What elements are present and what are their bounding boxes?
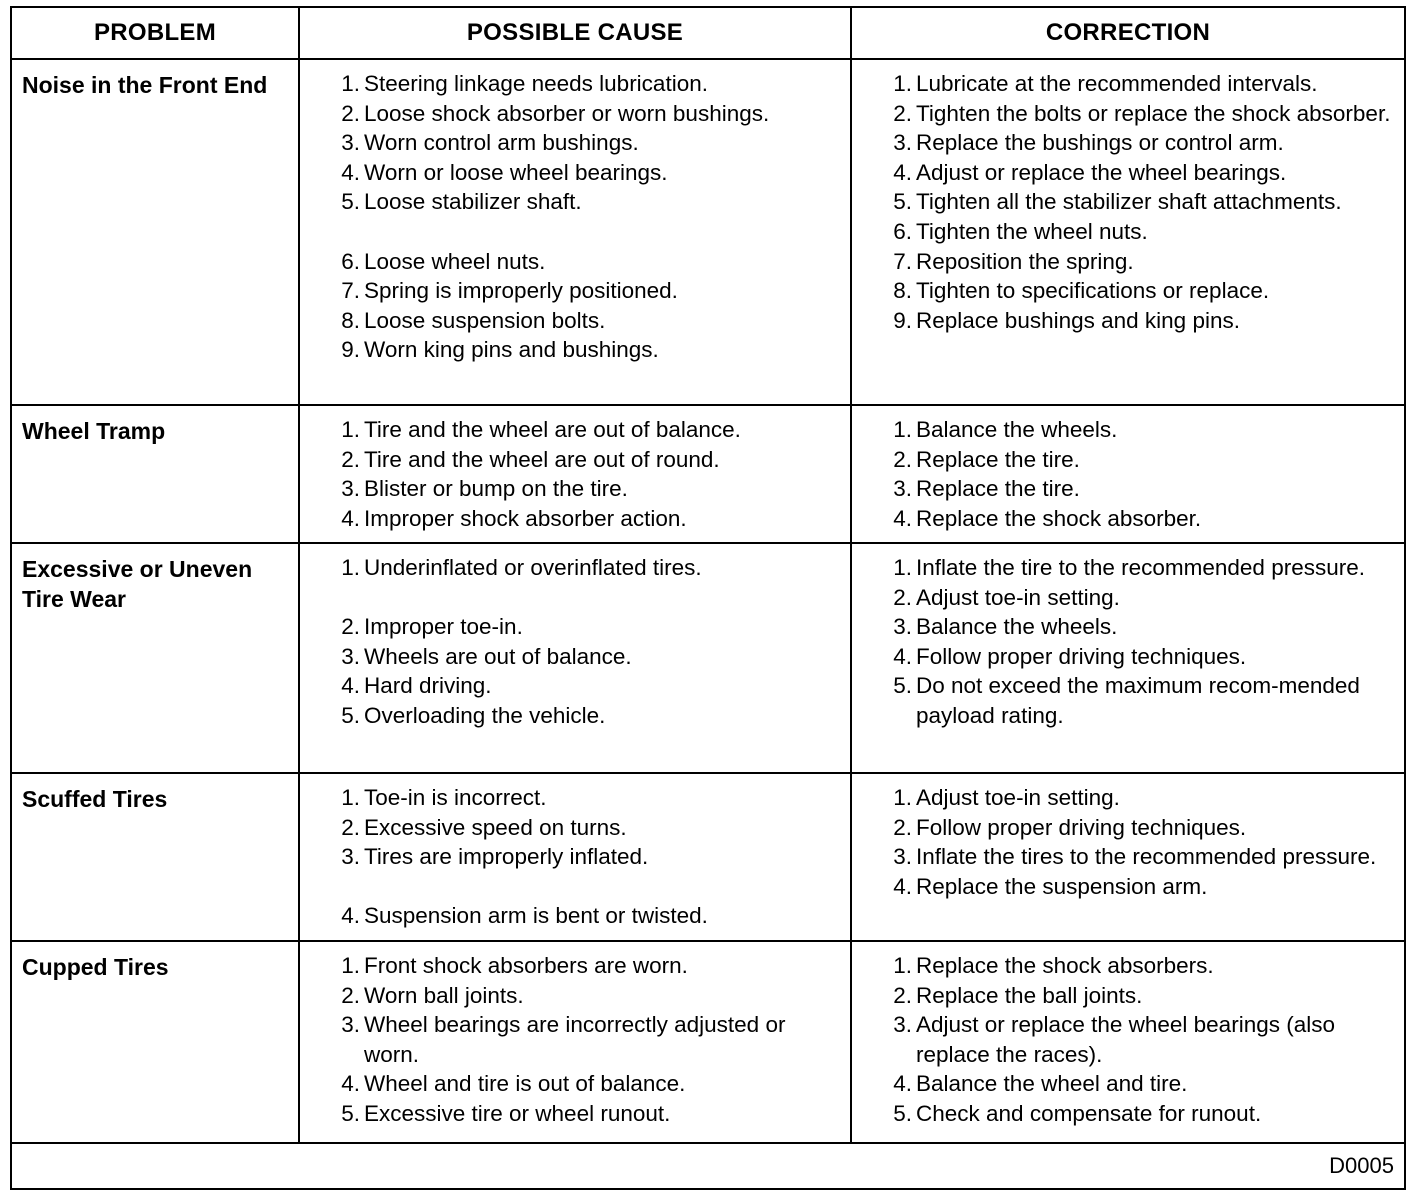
item-number: 1. (893, 953, 912, 978)
item-number: 3. (893, 844, 912, 870)
item-text: Improper toe-in. (364, 614, 523, 640)
header-possible-cause: POSSIBLE CAUSE (300, 8, 852, 60)
item-text: Blister or bump on the tire. (364, 476, 628, 502)
cause-item (341, 701, 842, 731)
correction-item (893, 872, 1396, 902)
item-number: 6. (893, 218, 912, 244)
item-number: 1. (341, 71, 360, 96)
item-text: Tighten all the stabilizer shaft attachments. (916, 189, 1342, 215)
item-number: 1. (341, 555, 360, 580)
possible-cause-cell (300, 406, 852, 544)
correction-item (893, 671, 1396, 730)
correction-item (893, 1069, 1396, 1099)
correction-item (893, 813, 1396, 843)
item-text: Adjust or replace the wheel bearings. (916, 159, 1287, 185)
item-text: Replace the suspension arm. (916, 873, 1208, 899)
cause-item (341, 128, 842, 158)
item-text: Tire and the wheel are out of round. (364, 446, 720, 472)
correction-item (893, 306, 1396, 336)
item-text: Loose shock absorber or worn bushings. (364, 100, 770, 126)
item-text: Check and compensate for runout. (916, 1100, 1262, 1126)
item-text: Loose suspension bolts. (364, 307, 606, 333)
item-number: 4. (893, 643, 912, 669)
correction-item (893, 612, 1396, 642)
cause-item (341, 981, 842, 1011)
cause-item (341, 445, 842, 475)
correction-item (893, 553, 1396, 583)
item-number: 2. (341, 446, 360, 472)
item-number: 2. (893, 814, 912, 840)
item-text: Loose stabilizer shaft. (364, 189, 582, 215)
header-problem: PROBLEM (12, 8, 300, 60)
correction-item (893, 842, 1396, 872)
cause-item (341, 276, 842, 306)
table-grid (12, 8, 1404, 1144)
cause-item (341, 1010, 842, 1069)
item-text: Worn king pins and bushings. (364, 337, 659, 363)
item-number: 8. (341, 307, 360, 333)
item-text: Replace the ball joints. (916, 982, 1143, 1008)
correction-item (893, 217, 1396, 247)
item-number: 1. (893, 71, 912, 96)
cause-item (341, 69, 842, 99)
problem-cell: Scuffed Tires (12, 774, 300, 942)
item-number: 3. (341, 643, 360, 669)
cause-item (341, 553, 842, 583)
item-text: Wheel and tire is out of balance. (364, 1071, 686, 1097)
correction-item (893, 951, 1396, 981)
correction-item (893, 783, 1396, 813)
cause-list (300, 406, 850, 533)
cause-list (300, 60, 850, 365)
item-text: Lubricate at the recommended intervals. (916, 71, 1318, 96)
cause-item (341, 612, 842, 642)
item-text: Tire and the wheel are out of balance. (364, 417, 741, 442)
item-number: 4. (341, 505, 360, 531)
correction-cell (852, 406, 1404, 544)
item-number: 3. (893, 614, 912, 640)
item-number: 3. (341, 1012, 360, 1038)
item-text: Replace the bushings or control arm. (916, 130, 1284, 156)
item-number: 5. (341, 1100, 360, 1126)
item-number: 5. (893, 1100, 912, 1126)
item-text: Worn or loose wheel bearings. (364, 159, 668, 185)
correction-item (893, 583, 1396, 613)
correction-item (893, 474, 1396, 504)
item-number: 2. (341, 982, 360, 1008)
item-number: 5. (341, 189, 360, 215)
item-number: 3. (341, 844, 360, 870)
item-text: Replace the tire. (916, 476, 1080, 502)
item-number: 8. (893, 278, 912, 304)
item-text: Tighten the wheel nuts. (916, 218, 1148, 244)
item-number: 4. (341, 903, 360, 929)
possible-cause-cell (300, 544, 852, 774)
item-number: 3. (341, 476, 360, 502)
correction-item (893, 276, 1396, 306)
correction-cell (852, 774, 1404, 942)
item-number: 2. (341, 614, 360, 640)
item-text: Replace the shock absorber. (916, 505, 1202, 531)
item-text: Excessive speed on turns. (364, 814, 627, 840)
cause-item (341, 783, 842, 813)
cause-item (341, 474, 842, 504)
cause-item (341, 671, 842, 701)
item-text: Inflate the tires to the recommended pressure. (916, 844, 1377, 870)
cause-item (341, 813, 842, 843)
correction-list (852, 544, 1404, 731)
item-number: 1. (341, 785, 360, 810)
item-number: 6. (341, 248, 360, 274)
cause-list (300, 774, 850, 931)
header-correction: CORRECTION (852, 8, 1404, 60)
item-number: 1. (341, 953, 360, 978)
item-text: Improper shock absorber action. (364, 505, 687, 531)
correction-cell (852, 544, 1404, 774)
item-number: 3. (893, 476, 912, 502)
item-text: Wheels are out of balance. (364, 643, 632, 669)
item-number: 9. (341, 337, 360, 363)
item-text: Reposition the spring. (916, 248, 1134, 274)
correction-list (852, 774, 1404, 901)
cause-item (341, 642, 842, 672)
item-number: 2. (341, 100, 360, 126)
problem-cell: Noise in the Front End (12, 60, 300, 406)
correction-list (852, 60, 1404, 335)
item-text: Loose wheel nuts. (364, 248, 546, 274)
item-text: Adjust or replace the wheel bearings (also replace the races). (916, 1012, 1335, 1067)
item-number: 1. (893, 785, 912, 810)
correction-list (852, 406, 1404, 533)
correction-cell (852, 942, 1404, 1144)
item-text: Suspension arm is bent or twisted. (364, 903, 708, 929)
item-number: 1. (893, 555, 912, 580)
item-number: 5. (893, 189, 912, 215)
correction-item (893, 445, 1396, 475)
correction-item (893, 187, 1396, 217)
item-text: Follow proper driving techniques. (916, 643, 1247, 669)
cause-item (341, 99, 842, 129)
item-number: 2. (893, 100, 912, 126)
problem-cell: Wheel Tramp (12, 406, 300, 544)
item-text: Wheel bearings are incorrectly adjusted or worn. (364, 1012, 786, 1067)
correction-list (852, 942, 1404, 1129)
item-number: 1. (341, 417, 360, 442)
cause-item (341, 335, 842, 365)
item-text: Tighten to specifications or replace. (916, 278, 1270, 304)
item-text: Tires are improperly inflated. (364, 844, 649, 870)
figure-code: D0005 (1329, 1153, 1394, 1178)
problem-cell: Cupped Tires (12, 942, 300, 1144)
item-number: 4. (341, 1071, 360, 1097)
cause-list (300, 942, 850, 1129)
cause-item (341, 842, 842, 872)
cause-item (341, 247, 842, 277)
item-number: 1. (893, 417, 912, 442)
problem-cell: Excessive or Uneven Tire Wear (12, 544, 300, 774)
correction-cell (852, 60, 1404, 406)
item-text: Toe-in is incorrect. (364, 785, 547, 810)
item-number: 2. (893, 982, 912, 1008)
item-text: Inflate the tire to the recommended pressure. (916, 555, 1365, 580)
item-number: 7. (893, 248, 912, 274)
item-text: Replace bushings and king pins. (916, 307, 1240, 333)
cause-item (341, 504, 842, 534)
item-text: Underinflated or overinflated tires. (364, 555, 702, 580)
possible-cause-cell (300, 774, 852, 942)
item-text: Balance the wheels. (916, 417, 1118, 442)
item-number: 3. (341, 130, 360, 156)
item-number: 5. (341, 702, 360, 728)
item-text: Worn control arm bushings. (364, 130, 639, 156)
item-number: 4. (341, 159, 360, 185)
item-number: 9. (893, 307, 912, 333)
correction-item (893, 158, 1396, 188)
item-text: Adjust toe-in setting. (916, 785, 1120, 810)
item-text: Balance the wheel and tire. (916, 1071, 1188, 1097)
item-text: Replace the shock absorbers. (916, 953, 1214, 978)
item-text: Adjust toe-in setting. (916, 584, 1120, 610)
item-number: 5. (893, 673, 912, 699)
item-text: Follow proper driving techniques. (916, 814, 1247, 840)
item-number: 4. (341, 673, 360, 699)
correction-item (893, 642, 1396, 672)
item-number: 4. (893, 159, 912, 185)
cause-item (341, 306, 842, 336)
item-number: 2. (893, 584, 912, 610)
correction-item (893, 69, 1396, 99)
item-text: Front shock absorbers are worn. (364, 953, 688, 978)
correction-item (893, 1099, 1396, 1129)
item-number: 3. (893, 130, 912, 156)
item-number: 3. (893, 1012, 912, 1038)
correction-item (893, 1010, 1396, 1069)
item-text: Balance the wheels. (916, 614, 1118, 640)
cause-item (341, 415, 842, 445)
cause-item (341, 187, 842, 217)
item-number: 2. (341, 814, 360, 840)
correction-item (893, 415, 1396, 445)
item-text: Do not exceed the maximum recom-mended payload rating. (916, 673, 1360, 728)
item-text: Overloading the vehicle. (364, 702, 606, 728)
item-number: 4. (893, 873, 912, 899)
correction-item (893, 128, 1396, 158)
item-text: Worn ball joints. (364, 982, 524, 1008)
cause-item (341, 901, 842, 931)
item-text: Excessive tire or wheel runout. (364, 1100, 671, 1126)
item-text: Replace the tire. (916, 446, 1080, 472)
item-number: 7. (341, 278, 360, 304)
cause-item (341, 1069, 842, 1099)
item-text: Spring is improperly positioned. (364, 278, 678, 304)
possible-cause-cell (300, 942, 852, 1144)
possible-cause-cell (300, 60, 852, 406)
correction-item (893, 247, 1396, 277)
item-number: 4. (893, 505, 912, 531)
item-text: Steering linkage needs lubrication. (364, 71, 708, 96)
item-text: Hard driving. (364, 673, 492, 699)
item-number: 2. (893, 446, 912, 472)
item-number: 4. (893, 1071, 912, 1097)
correction-item (893, 981, 1396, 1011)
item-text: Tighten the bolts or replace the shock absorber. (916, 100, 1391, 126)
troubleshooting-table (10, 6, 1406, 1190)
cause-item (341, 1099, 842, 1129)
cause-item (341, 158, 842, 188)
cause-list (300, 544, 850, 731)
correction-item (893, 504, 1396, 534)
correction-item (893, 99, 1396, 129)
cause-item (341, 951, 842, 981)
